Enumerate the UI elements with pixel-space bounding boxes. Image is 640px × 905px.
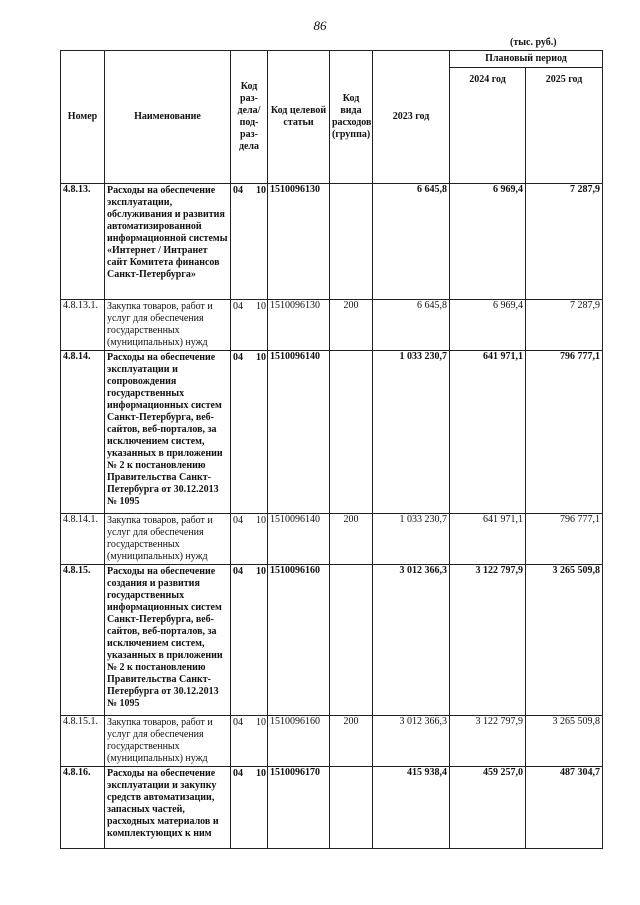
row-2024: 6 969,4	[450, 184, 526, 300]
row-target: 1510096130	[268, 300, 330, 351]
subsection-code: 10	[256, 352, 266, 363]
row-2024: 6 969,4	[450, 300, 526, 351]
row-2024: 641 971,1	[450, 351, 526, 514]
header-expense-type: Код вида расходов (группа)	[330, 51, 373, 184]
subsection-code: 10	[256, 515, 266, 526]
subsection-code: 10	[256, 768, 266, 779]
header-2023: 2023 год	[373, 51, 450, 184]
row-number: 4.8.15.	[61, 565, 105, 716]
row-type	[330, 351, 373, 514]
subsection-code: 10	[256, 185, 266, 196]
row-section	[231, 184, 268, 300]
budget-table	[60, 50, 603, 849]
row-number: 4.8.13.	[61, 184, 105, 300]
row-target: 1510096160	[268, 565, 330, 716]
row-section	[231, 514, 268, 565]
row-section	[231, 767, 268, 849]
row-section	[231, 716, 268, 767]
row-target: 1510096130	[268, 184, 330, 300]
subsection-code: 10	[256, 566, 266, 577]
row-number: 4.8.15.1.	[61, 716, 105, 767]
table-row	[61, 514, 603, 565]
row-type: 200	[330, 514, 373, 565]
row-2024: 641 971,1	[450, 514, 526, 565]
header-name: Наименование	[105, 51, 231, 184]
row-section	[231, 300, 268, 351]
header-2025: 2025 год	[526, 68, 603, 184]
section-code: 04	[233, 717, 243, 728]
row-name: Расходы на обеспечение эксплуатации и сопровождения государственных информационных систем Санкт-Петербурга, веб-сайтов, веб-порталов, за исключением систем, указанных в приложении № 2 к постановлению Правительства Санкт-Петербурга от 30.12.2013 № 1095	[105, 351, 231, 514]
row-type: 200	[330, 300, 373, 351]
section-code: 04	[233, 566, 243, 577]
header-section-code: Код раз-дела/ под-раз-дела	[231, 51, 268, 184]
subsection-code: 10	[256, 301, 266, 312]
row-number: 4.8.13.1.	[61, 300, 105, 351]
row-2025: 796 777,1	[526, 514, 603, 565]
header-target-code: Код целевой статьи	[268, 51, 330, 184]
table-row	[61, 351, 603, 514]
row-2023: 6 645,8	[373, 300, 450, 351]
row-type	[330, 767, 373, 849]
row-section	[231, 351, 268, 514]
row-number: 4.8.14.	[61, 351, 105, 514]
table-row	[61, 300, 603, 351]
row-2025: 7 287,9	[526, 300, 603, 351]
row-type: 200	[330, 716, 373, 767]
row-name: Закупка товаров, работ и услуг для обеспечения государственных (муниципальных) нужд	[105, 514, 231, 565]
section-code: 04	[233, 185, 243, 196]
row-name: Закупка товаров, работ и услуг для обеспечения государственных (муниципальных) нужд	[105, 300, 231, 351]
section-code: 04	[233, 515, 243, 526]
row-target: 1510096170	[268, 767, 330, 849]
row-name: Расходы на обеспечение создания и развития государственных информационных систем Санкт-Петербурга, веб-сайтов, веб-порталов, за исключением систем, указанных в приложении № 2 к постановлению Правительства Санкт-Петербурга от 30.12.2013 № 1095	[105, 565, 231, 716]
units-label: (тыс. руб.)	[510, 37, 557, 48]
header-2024: 2024 год	[450, 68, 526, 184]
subsection-code: 10	[256, 717, 266, 728]
page-number: 86	[313, 18, 327, 33]
row-2024: 459 257,0	[450, 767, 526, 849]
row-target: 1510096140	[268, 514, 330, 565]
row-2023: 1 033 230,7	[373, 514, 450, 565]
row-2025: 487 304,7	[526, 767, 603, 849]
table-row	[61, 716, 603, 767]
row-target: 1510096140	[268, 351, 330, 514]
row-2024: 3 122 797,9	[450, 565, 526, 716]
table-row	[61, 184, 603, 300]
row-number: 4.8.14.1.	[61, 514, 105, 565]
row-2025: 3 265 509,8	[526, 716, 603, 767]
row-2025: 3 265 509,8	[526, 565, 603, 716]
row-2023: 3 012 366,3	[373, 565, 450, 716]
row-2023: 415 938,4	[373, 767, 450, 849]
section-code: 04	[233, 768, 243, 779]
row-name: Закупка товаров, работ и услуг для обеспечения государственных (муниципальных) нужд	[105, 716, 231, 767]
section-code: 04	[233, 352, 243, 363]
row-number: 4.8.16.	[61, 767, 105, 849]
row-section	[231, 565, 268, 716]
row-2025: 796 777,1	[526, 351, 603, 514]
row-2023: 6 645,8	[373, 184, 450, 300]
row-2023: 3 012 366,3	[373, 716, 450, 767]
row-2023: 1 033 230,7	[373, 351, 450, 514]
header-planning-period: Плановый период	[450, 51, 603, 68]
header-number: Номер	[61, 51, 105, 184]
row-2025: 7 287,9	[526, 184, 603, 300]
row-2024: 3 122 797,9	[450, 716, 526, 767]
table-row	[61, 565, 603, 716]
row-name: Расходы на обеспечение эксплуатации и закупку средств автоматизации, запасных частей, расходных материалов и комплектующих к ним	[105, 767, 231, 849]
row-type	[330, 565, 373, 716]
section-code: 04	[233, 301, 243, 312]
row-name: Расходы на обеспечение эксплуатации, обслуживания и развития автоматизированной информационной системы «Интернет / Интранет сайт Комитета финансов Санкт-Петербурга»	[105, 184, 231, 300]
row-type	[330, 184, 373, 300]
table-row	[61, 767, 603, 849]
row-target: 1510096160	[268, 716, 330, 767]
